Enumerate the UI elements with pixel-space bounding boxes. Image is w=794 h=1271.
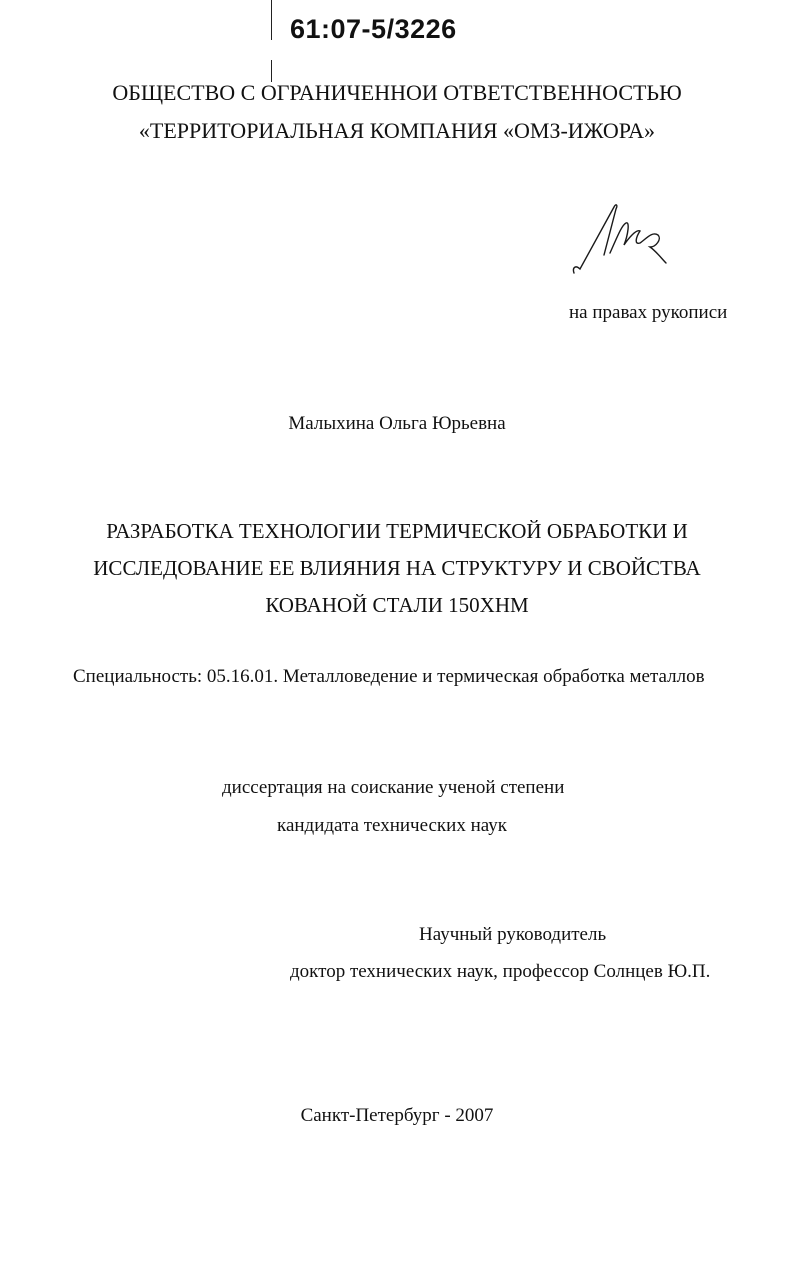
organization-name-line-1: ОБЩЕСТВО С ОГРАНИЧЕННОИ ОТВЕТСТВЕННОСТЬЮ bbox=[112, 80, 682, 105]
margin-line-top bbox=[271, 0, 272, 40]
handwritten-signature bbox=[566, 195, 676, 285]
dissertation-title-line-2: ИССЛЕДОВАНИЕ ЕЕ ВЛИЯНИЯ НА СТРУКТУРУ И СВОЙСТВА bbox=[93, 556, 701, 580]
dissertation-title-line-3: КОВАНОЙ СТАЛИ 150ХНМ bbox=[265, 593, 529, 617]
supervisor-label: Научный руководитель bbox=[419, 924, 607, 945]
degree-line-1: диссертация на соискание ученой степени bbox=[222, 777, 565, 798]
organization-name-line-2: «ТЕРРИТОРИАЛЬНАЯ КОМПАНИЯ «ОМЗ-ИЖОРА» bbox=[138, 118, 656, 143]
manuscript-rights-label: на правах рукописи bbox=[569, 302, 728, 323]
dissertation-title-line-1: РАЗРАБОТКА ТЕХНОЛОГИИ ТЕРМИЧЕСКОЙ ОБРАБОТКИ И bbox=[106, 519, 688, 543]
author-name: Малыхина Ольга Юрьевна bbox=[288, 413, 506, 434]
margin-line-middle bbox=[271, 60, 272, 82]
place-and-year: Санкт-Петербург - 2007 bbox=[300, 1105, 494, 1126]
supervisor-name: доктор технических наук, профессор Солнцев Ю.П. bbox=[290, 961, 711, 982]
specialty-line: Специальность: 05.16.01. Металловедение и термическая обработка металлов bbox=[73, 666, 705, 687]
degree-line-2: кандидата технических наук bbox=[277, 815, 507, 836]
archive-code-stamp: 61:07-5/3226 bbox=[290, 14, 457, 44]
